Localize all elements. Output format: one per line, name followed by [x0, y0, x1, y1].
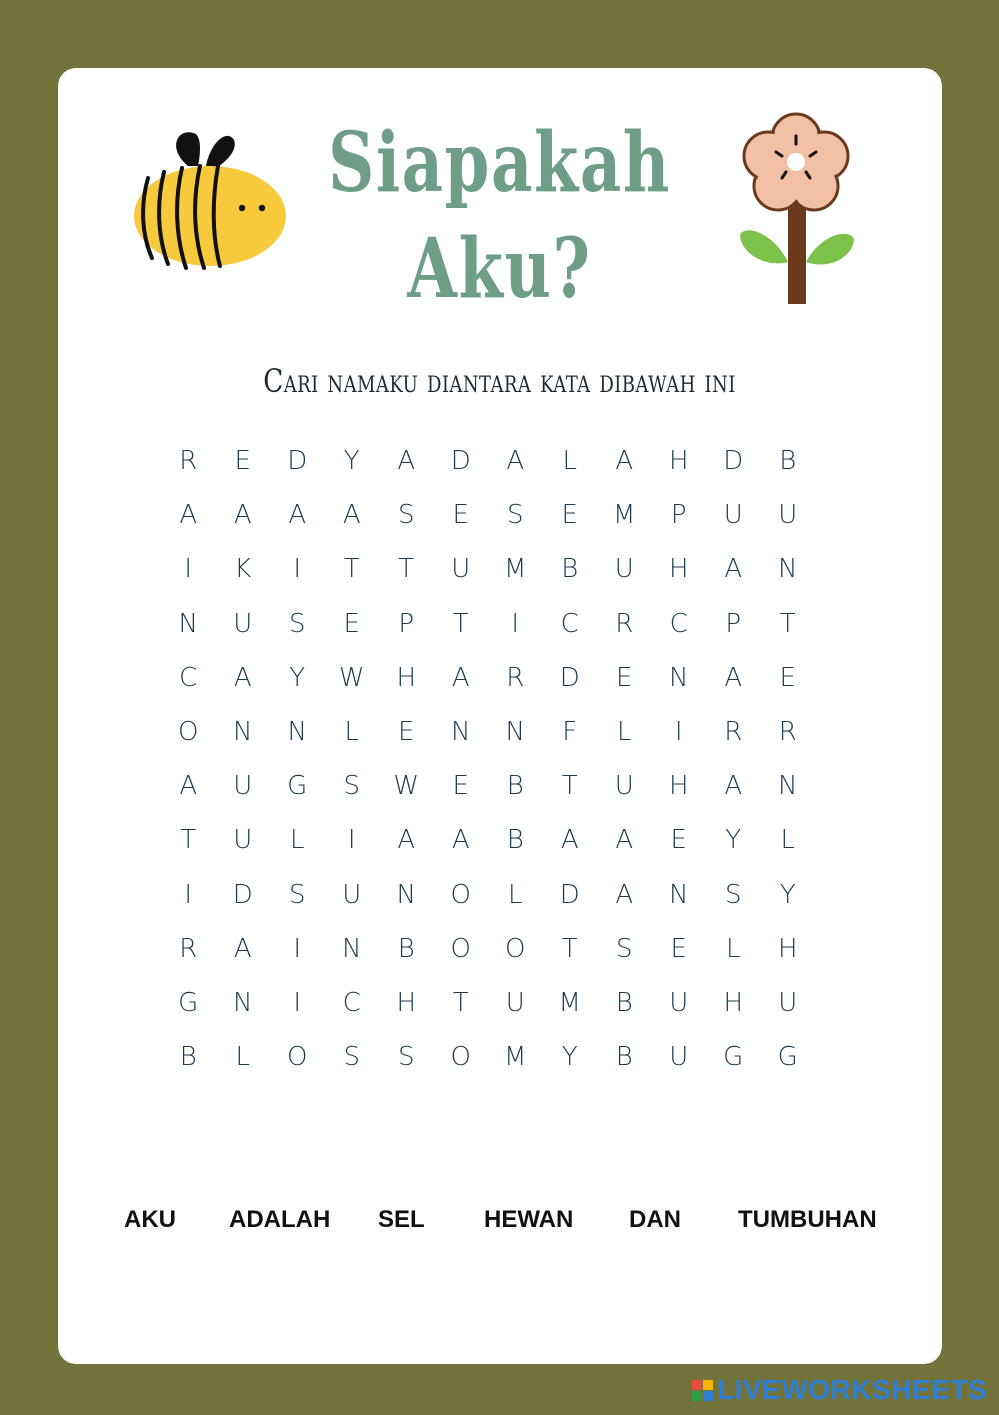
grid-letter-cell[interactable]: H	[723, 987, 744, 1018]
grid-letter-cell[interactable]: W	[393, 771, 420, 802]
grid-letter-cell[interactable]: P	[398, 608, 415, 639]
grid-letter-cell[interactable]: N	[178, 608, 198, 639]
grid-letter-cell[interactable]: O	[450, 1042, 471, 1073]
grid-letter-cell[interactable]: U	[614, 771, 634, 802]
grid-letter-cell[interactable]: S	[397, 1042, 415, 1073]
grid-letter-cell[interactable]: I	[347, 825, 356, 856]
grid-letter-cell[interactable]: I	[293, 554, 302, 585]
word-list-item: HEWAN	[484, 1206, 574, 1233]
grid-letter-cell[interactable]: O	[450, 879, 471, 910]
grid-letter-cell[interactable]: U	[669, 987, 689, 1018]
grid-letter-cell[interactable]: L	[780, 825, 795, 856]
grid-letter-cell[interactable]: C	[560, 608, 579, 639]
grid-letter-cell[interactable]: N	[287, 717, 307, 748]
grid-letter-cell[interactable]: I	[293, 933, 302, 964]
grid-letter-cell[interactable]: Y	[725, 825, 742, 856]
grid-letter-cell[interactable]: A	[233, 933, 252, 964]
grid-letter-cell[interactable]: B	[561, 554, 579, 585]
grid-letter-cell[interactable]: E	[452, 771, 469, 802]
liveworksheets-logo[interactable]	[692, 1374, 987, 1406]
grid-letter-cell[interactable]: A	[451, 825, 470, 856]
grid-letter-cell[interactable]: O	[505, 933, 526, 964]
word-search-grid	[161, 434, 815, 1084]
grid-letter-cell[interactable]: R	[506, 662, 525, 693]
grid-letter-cell[interactable]: D	[287, 446, 308, 477]
grid-letter-cell[interactable]: U	[342, 879, 362, 910]
grid-letter-cell[interactable]: G	[178, 987, 199, 1018]
grid-letter-cell[interactable]: I	[184, 554, 193, 585]
grid-letter-cell[interactable]: A	[724, 771, 743, 802]
grid-letter-cell[interactable]: T	[180, 825, 197, 856]
grid-letter-cell[interactable]: E	[670, 825, 687, 856]
word-list-item: DAN	[629, 1206, 681, 1233]
grid-letter-cell[interactable]: I	[674, 717, 683, 748]
grid-letter-cell[interactable]: S	[288, 608, 306, 639]
grid-letter-cell[interactable]: O	[178, 717, 199, 748]
grid-letter-cell[interactable]: B	[615, 1042, 633, 1073]
grid-letter-cell[interactable]: A	[724, 554, 743, 585]
grid-letter-cell[interactable]: P	[725, 608, 742, 639]
grid-letter-cell[interactable]: H	[777, 933, 798, 964]
grid-letter-cell[interactable]: B	[615, 987, 633, 1018]
logo-badge-icon	[692, 1380, 713, 1401]
grid-letter-cell[interactable]: G	[287, 771, 308, 802]
grid-letter-cell[interactable]: N	[778, 554, 798, 585]
grid-letter-cell[interactable]: M	[504, 554, 527, 585]
grid-letter-cell[interactable]: B	[506, 771, 524, 802]
grid-letter-cell[interactable]: A	[342, 500, 361, 531]
grid-letter-cell[interactable]: A	[179, 771, 198, 802]
grid-letter-cell[interactable]: N	[451, 717, 471, 748]
grid-letter-cell[interactable]: A	[724, 662, 743, 693]
grid-letter-cell[interactable]: A	[179, 500, 198, 531]
grid-letter-cell[interactable]: B	[506, 825, 524, 856]
page-title-line-2: Aku?	[407, 221, 592, 317]
grid-letter-cell[interactable]: E	[398, 717, 415, 748]
grid-letter-cell[interactable]: Y	[343, 446, 360, 477]
grid-letter-cell[interactable]: D	[559, 879, 580, 910]
grid-letter-cell[interactable]: N	[669, 879, 689, 910]
grid-letter-cell[interactable]: I	[511, 608, 520, 639]
grid-letter-cell[interactable]: L	[726, 933, 741, 964]
grid-letter-cell[interactable]: U	[233, 825, 253, 856]
grid-letter-cell[interactable]: K	[234, 554, 252, 585]
grid-letter-cell[interactable]: B	[179, 1042, 197, 1073]
grid-letter-cell[interactable]: R	[179, 933, 198, 964]
grid-letter-cell[interactable]: S	[724, 879, 742, 910]
grid-letter-cell[interactable]: T	[561, 933, 578, 964]
grid-letter-cell[interactable]: N	[233, 717, 253, 748]
grid-letter-cell[interactable]: U	[723, 500, 743, 531]
grid-letter-cell[interactable]: S	[343, 771, 360, 802]
grid-letter-cell[interactable]: L	[508, 879, 523, 910]
grid-letter-cell[interactable]: A	[397, 446, 416, 477]
grid-letter-cell[interactable]: L	[290, 825, 305, 856]
grid-letter-cell[interactable]: S	[343, 1042, 360, 1073]
word-list-item: SEL	[378, 1206, 425, 1233]
grid-letter-cell[interactable]: A	[288, 500, 307, 531]
grid-letter-cell[interactable]: H	[668, 446, 689, 477]
grid-letter-cell[interactable]: L	[562, 446, 577, 477]
grid-letter-cell[interactable]: A	[451, 662, 470, 693]
grid-letter-cell[interactable]: I	[293, 987, 302, 1018]
grid-letter-cell[interactable]: D	[232, 879, 253, 910]
logo-text: LIVEWORKSHEETS	[717, 1374, 987, 1405]
grid-letter-cell[interactable]: E	[779, 662, 796, 693]
grid-letter-cell[interactable]: O	[287, 1042, 308, 1073]
grid-letter-cell[interactable]: U	[614, 554, 634, 585]
grid-letter-cell[interactable]: A	[615, 446, 634, 477]
grid-letter-cell[interactable]: U	[233, 771, 253, 802]
grid-letter-cell[interactable]: R	[778, 717, 797, 748]
grid-letter-cell[interactable]: U	[669, 1042, 689, 1073]
instruction-text: Cari namaku diantara kata dibawah ini	[263, 362, 736, 400]
grid-letter-cell[interactable]: H	[396, 662, 417, 693]
grid-letter-cell[interactable]: N	[396, 879, 416, 910]
grid-letter-cell[interactable]: L	[617, 717, 632, 748]
grid-letter-cell[interactable]: E	[616, 662, 633, 693]
grid-letter-cell[interactable]: F	[562, 717, 578, 748]
grid-letter-cell[interactable]: D	[450, 446, 471, 477]
grid-letter-cell[interactable]: A	[397, 825, 416, 856]
word-list-item: AKU	[124, 1206, 176, 1233]
grid-letter-cell[interactable]: B	[397, 933, 415, 964]
grid-letter-cell[interactable]: G	[777, 1042, 798, 1073]
grid-letter-cell[interactable]: D	[559, 662, 580, 693]
grid-letter-cell[interactable]: U	[233, 608, 253, 639]
grid-letter-cell[interactable]: E	[452, 500, 469, 531]
grid-letter-cell[interactable]: U	[778, 987, 798, 1018]
grid-letter-cell[interactable]: L	[344, 717, 359, 748]
grid-letter-cell[interactable]: D	[723, 446, 744, 477]
grid-letter-cell[interactable]: R	[724, 717, 743, 748]
grid-letter-cell[interactable]: E	[561, 500, 578, 531]
grid-letter-cell[interactable]: U	[778, 500, 798, 531]
grid-letter-cell[interactable]: W	[338, 662, 365, 693]
grid-letter-cell[interactable]: H	[396, 987, 417, 1018]
grid-letter-cell[interactable]: T	[561, 771, 578, 802]
grid-letter-cell[interactable]: C	[179, 662, 198, 693]
grid-letter-cell[interactable]: P	[670, 500, 687, 531]
grid-letter-cell[interactable]: I	[184, 879, 193, 910]
grid-letter-cell[interactable]: B	[779, 446, 797, 477]
grid-letter-cell[interactable]: S	[615, 933, 633, 964]
grid-letter-cell[interactable]: U	[451, 554, 471, 585]
grid-letter-cell[interactable]: Y	[779, 879, 796, 910]
word-list-item: TUMBUHAN	[738, 1206, 877, 1233]
grid-letter-cell[interactable]: E	[234, 446, 251, 477]
grid-letter-cell[interactable]: T	[452, 987, 469, 1018]
grid-letter-cell[interactable]: A	[560, 825, 579, 856]
word-list-item: ADALAH	[229, 1206, 331, 1233]
grid-letter-cell[interactable]: T	[779, 608, 796, 639]
grid-letter-cell[interactable]: A	[506, 446, 525, 477]
grid-letter-cell[interactable]: T	[343, 554, 360, 585]
grid-letter-cell[interactable]: N	[778, 771, 798, 802]
grid-letter-cell[interactable]: N	[233, 987, 253, 1018]
grid-letter-cell[interactable]: O	[450, 933, 471, 964]
grid-letter-cell[interactable]: S	[397, 500, 415, 531]
grid-letter-cell[interactable]: G	[723, 1042, 744, 1073]
grid-letter-cell[interactable]: R	[615, 608, 634, 639]
grid-letter-cell[interactable]: H	[668, 771, 689, 802]
grid-letter-cell[interactable]: S	[506, 500, 524, 531]
grid-letter-cell[interactable]: H	[668, 554, 689, 585]
page-title-line-1: Siapakah	[328, 115, 671, 211]
grid-letter-cell[interactable]: U	[505, 987, 525, 1018]
grid-letter-cell[interactable]: M	[613, 500, 636, 531]
grid-letter-cell[interactable]: C	[342, 987, 361, 1018]
grid-letter-cell[interactable]: N	[669, 662, 689, 693]
grid-letter-cell[interactable]: Y	[289, 662, 306, 693]
grid-letter-cell[interactable]: E	[670, 933, 687, 964]
grid-letter-cell[interactable]: M	[558, 987, 581, 1018]
grid-letter-cell[interactable]: N	[505, 717, 525, 748]
grid-letter-cell[interactable]: A	[615, 879, 634, 910]
grid-letter-cell[interactable]: M	[504, 1042, 527, 1073]
grid-letter-cell[interactable]: C	[669, 608, 688, 639]
grid-letter-cell[interactable]: A	[233, 662, 252, 693]
grid-letter-cell[interactable]: Y	[561, 1042, 578, 1073]
grid-letter-cell[interactable]: T	[398, 554, 415, 585]
grid-letter-cell[interactable]: L	[235, 1042, 250, 1073]
grid-letter-cell[interactable]: S	[288, 879, 306, 910]
grid-letter-cell[interactable]: T	[452, 608, 469, 639]
grid-letter-cell[interactable]: A	[233, 500, 252, 531]
grid-letter-cell[interactable]: A	[615, 825, 634, 856]
grid-letter-cell[interactable]: R	[179, 446, 198, 477]
grid-letter-cell[interactable]: N	[342, 933, 362, 964]
grid-letter-cell[interactable]: E	[343, 608, 360, 639]
